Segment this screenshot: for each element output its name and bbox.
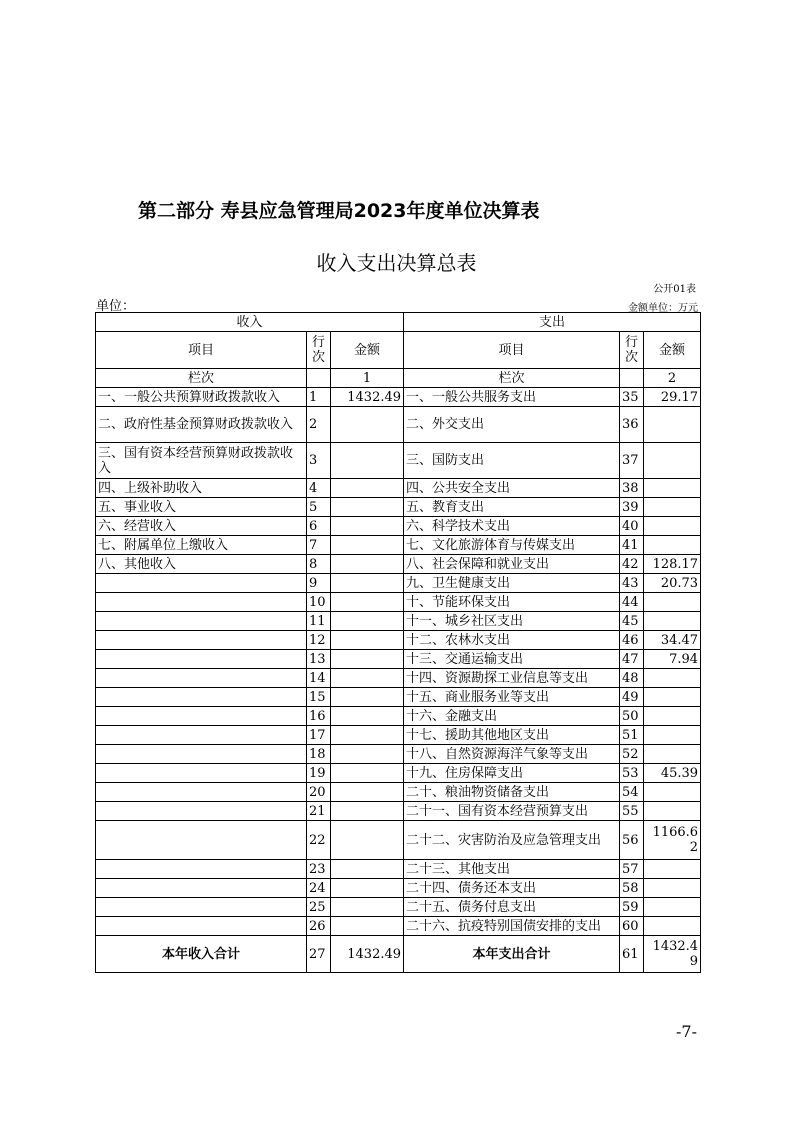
expense-amount-cell: [644, 898, 701, 917]
expense-total-rowno: 61: [620, 936, 644, 973]
table-row: [96, 498, 701, 517]
table-row: [96, 726, 701, 745]
income-rowno-header: 行次: [307, 332, 331, 369]
expense-column-order-label: 栏次: [404, 369, 620, 388]
page-number: -7-: [676, 1022, 697, 1041]
expense-amount-cell: 7.94: [644, 650, 701, 669]
expense-rowno-cell: 43: [620, 574, 644, 593]
expense-item-cell: 十九、住房保障支出: [404, 764, 620, 783]
expense-amount-cell: [644, 860, 701, 879]
income-item-cell: [96, 917, 307, 936]
expense-item-cell: 五、教育支出: [404, 498, 620, 517]
income-amount-cell: [331, 574, 404, 593]
income-rowno-cell: 26: [307, 917, 331, 936]
expense-amount-cell: [644, 498, 701, 517]
income-item-cell: 二、政府性基金预算财政拨款收入: [96, 407, 307, 443]
income-rowno-cell: 14: [307, 669, 331, 688]
table-row: [96, 479, 701, 498]
income-total-amount: 1432.49: [331, 936, 404, 973]
income-rowno-cell: 3: [307, 443, 331, 479]
income-rowno-cell: 12: [307, 631, 331, 650]
header-row-columns: [96, 332, 701, 369]
expense-item-cell: 八、社会保障和就业支出: [404, 555, 620, 574]
expense-rowno-cell: 45: [620, 612, 644, 631]
income-rowno-cell: 19: [307, 764, 331, 783]
expense-rowno-header: 行次: [620, 332, 644, 369]
table-row: [96, 783, 701, 802]
unit-label: 单位：: [96, 299, 136, 314]
expense-item-cell: 九、卫生健康支出: [404, 574, 620, 593]
expense-rowno-cell: 52: [620, 745, 644, 764]
income-amount-cell: [331, 802, 404, 821]
expense-rowno-cell: 51: [620, 726, 644, 745]
expense-item-cell: 十八、自然资源海洋气象等支出: [404, 745, 620, 764]
expense-rowno-cell: 41: [620, 536, 644, 555]
income-item-cell: 四、上级补助收入: [96, 479, 307, 498]
table-row: [96, 593, 701, 612]
income-column-order-blank: [307, 369, 331, 388]
income-rowno-cell: 21: [307, 802, 331, 821]
income-item-cell: [96, 574, 307, 593]
income-item-cell: [96, 650, 307, 669]
expense-item-cell: 三、国防支出: [404, 443, 620, 479]
expense-amount-cell: [644, 593, 701, 612]
expense-item-header: 项目: [404, 332, 620, 369]
expense-rowno-cell: 36: [620, 407, 644, 443]
income-rowno-cell: 24: [307, 879, 331, 898]
table-row: [96, 707, 701, 726]
table-row: [96, 574, 701, 593]
expense-item-cell: 十五、商业服务业等支出: [404, 688, 620, 707]
income-rowno-cell: 15: [307, 688, 331, 707]
income-section-header: 收入: [96, 313, 404, 332]
expense-rowno-cell: 48: [620, 669, 644, 688]
income-amount-header: 金额: [331, 332, 404, 369]
expense-total-label: 本年支出合计: [404, 936, 620, 973]
table-row: [96, 650, 701, 669]
income-rowno-cell: 16: [307, 707, 331, 726]
amount-unit: 金额单位：万元: [628, 303, 698, 314]
table-row: [96, 443, 701, 479]
income-amount-cell: [331, 443, 404, 479]
income-amount-cell: [331, 407, 404, 443]
expense-item-cell: 四、公共安全支出: [404, 479, 620, 498]
income-amount-cell: [331, 669, 404, 688]
expense-rowno-cell: 58: [620, 879, 644, 898]
expense-rowno-cell: 40: [620, 517, 644, 536]
expense-item-cell: 十六、金融支出: [404, 707, 620, 726]
expense-rowno-cell: 60: [620, 917, 644, 936]
income-item-cell: 五、事业收入: [96, 498, 307, 517]
table-row: [96, 669, 701, 688]
income-amount-cell: [331, 536, 404, 555]
expense-item-cell: 二十二、灾害防治及应急管理支出: [404, 821, 620, 860]
expense-rowno-cell: 42: [620, 555, 644, 574]
income-amount-cell: [331, 745, 404, 764]
expense-rowno-cell: 44: [620, 593, 644, 612]
income-item-cell: [96, 898, 307, 917]
expense-amount-cell: [644, 517, 701, 536]
income-amount-cell: 1432.49: [331, 388, 404, 407]
header-row-sections: [96, 313, 701, 332]
income-amount-cell: [331, 612, 404, 631]
income-item-cell: [96, 688, 307, 707]
income-item-cell: [96, 593, 307, 612]
expense-rowno-cell: 35: [620, 388, 644, 407]
income-item-cell: [96, 879, 307, 898]
income-amount-cell: [331, 650, 404, 669]
expense-column-order-blank: [620, 369, 644, 388]
income-amount-cell: [331, 631, 404, 650]
expense-item-cell: 十四、资源勘探工业信息等支出: [404, 669, 620, 688]
income-item-header: 项目: [96, 332, 307, 369]
expense-amount-cell: 128.17: [644, 555, 701, 574]
expense-rowno-cell: 39: [620, 498, 644, 517]
income-rowno-cell: 7: [307, 536, 331, 555]
income-rowno-cell: 9: [307, 574, 331, 593]
income-amount-cell: [331, 726, 404, 745]
expense-item-cell: 二、外交支出: [404, 407, 620, 443]
table-row: [96, 860, 701, 879]
expense-item-cell: 二十三、其他支出: [404, 860, 620, 879]
table-row: [96, 879, 701, 898]
expense-rowno-cell: 49: [620, 688, 644, 707]
income-item-cell: [96, 745, 307, 764]
table-row: [96, 407, 701, 443]
income-rowno-cell: 23: [307, 860, 331, 879]
income-rowno-cell: 13: [307, 650, 331, 669]
income-rowno-cell: 8: [307, 555, 331, 574]
expense-rowno-cell: 57: [620, 860, 644, 879]
expense-amount-cell: 29.17: [644, 388, 701, 407]
income-item-cell: 七、附属单位上缴收入: [96, 536, 307, 555]
expense-item-cell: 十七、援助其他地区支出: [404, 726, 620, 745]
income-amount-cell: [331, 707, 404, 726]
total-row: [96, 936, 701, 973]
income-item-cell: [96, 802, 307, 821]
income-amount-cell: [331, 517, 404, 536]
income-amount-cell: [331, 821, 404, 860]
expense-column-order-number: 2: [644, 369, 701, 388]
table-row: [96, 917, 701, 936]
expense-item-cell: 二十五、债务付息支出: [404, 898, 620, 917]
table-row: [96, 745, 701, 764]
expense-amount-cell: [644, 802, 701, 821]
table-title: 收入支出决算总表: [316, 251, 477, 275]
expense-item-cell: 六、科学技术支出: [404, 517, 620, 536]
expense-amount-cell: [644, 536, 701, 555]
form-number: 公开01表: [653, 284, 696, 295]
income-item-cell: [96, 707, 307, 726]
expense-amount-cell: [644, 612, 701, 631]
income-item-cell: [96, 631, 307, 650]
expense-item-cell: 二十、粮油物资储备支出: [404, 783, 620, 802]
income-rowno-cell: 25: [307, 898, 331, 917]
income-item-cell: [96, 821, 307, 860]
income-rowno-cell: 10: [307, 593, 331, 612]
expense-amount-cell: [644, 879, 701, 898]
income-amount-cell: [331, 860, 404, 879]
expense-item-cell: 一、一般公共服务支出: [404, 388, 620, 407]
income-rowno-cell: 20: [307, 783, 331, 802]
table-row: [96, 898, 701, 917]
table-row: [96, 517, 701, 536]
income-rowno-cell: 6: [307, 517, 331, 536]
expense-rowno-cell: 38: [620, 479, 644, 498]
table-row: [96, 764, 701, 783]
income-rowno-cell: 22: [307, 821, 331, 860]
income-column-order-label: 栏次: [96, 369, 307, 388]
expense-rowno-cell: 53: [620, 764, 644, 783]
table-row: [96, 536, 701, 555]
income-rowno-cell: 17: [307, 726, 331, 745]
expense-rowno-cell: 59: [620, 898, 644, 917]
table-row: [96, 631, 701, 650]
table-row: [96, 388, 701, 407]
income-rowno-cell: 1: [307, 388, 331, 407]
income-rowno-cell: 11: [307, 612, 331, 631]
expense-rowno-cell: 56: [620, 821, 644, 860]
expense-amount-cell: [644, 407, 701, 443]
expense-rowno-cell: 37: [620, 443, 644, 479]
income-amount-cell: [331, 917, 404, 936]
table-row: [96, 612, 701, 631]
expense-section-header: 支出: [404, 313, 701, 332]
expense-rowno-cell: 55: [620, 802, 644, 821]
income-rowno-cell: 4: [307, 479, 331, 498]
income-rowno-cell: 18: [307, 745, 331, 764]
income-item-cell: [96, 726, 307, 745]
income-amount-cell: [331, 783, 404, 802]
expense-item-cell: 十二、农林水支出: [404, 631, 620, 650]
expense-amount-cell: [644, 745, 701, 764]
income-total-label: 本年收入合计: [96, 936, 307, 973]
income-item-cell: [96, 612, 307, 631]
expense-item-cell: 二十六、抗疫特别国债安排的支出: [404, 917, 620, 936]
expense-item-cell: 十一、城乡社区支出: [404, 612, 620, 631]
income-item-cell: 八、其他收入: [96, 555, 307, 574]
expense-amount-cell: [644, 707, 701, 726]
income-item-cell: [96, 860, 307, 879]
expense-item-cell: 十三、交通运输支出: [404, 650, 620, 669]
expense-amount-cell: [644, 917, 701, 936]
income-item-cell: 一、一般公共预算财政拨款收入: [96, 388, 307, 407]
expense-rowno-cell: 50: [620, 707, 644, 726]
expense-total-amount: 1432.49: [644, 936, 701, 973]
income-amount-cell: [331, 688, 404, 707]
table-row: [96, 688, 701, 707]
expense-amount-cell: [644, 479, 701, 498]
income-item-cell: [96, 783, 307, 802]
column-order-row: [96, 369, 701, 388]
income-item-cell: 六、经营收入: [96, 517, 307, 536]
expense-rowno-cell: 54: [620, 783, 644, 802]
expense-amount-cell: 1166.62: [644, 821, 701, 860]
expense-amount-cell: [644, 443, 701, 479]
part-title: 第二部分 寿县应急管理局2023年度单位决算表: [138, 200, 540, 222]
income-amount-cell: [331, 555, 404, 574]
expense-amount-cell: 34.47: [644, 631, 701, 650]
table-row: [96, 555, 701, 574]
table-row: [96, 802, 701, 821]
expense-amount-cell: [644, 783, 701, 802]
income-amount-cell: [331, 764, 404, 783]
income-column-order-number: 1: [331, 369, 404, 388]
income-amount-cell: [331, 498, 404, 517]
expense-item-cell: 七、文化旅游体育与传媒支出: [404, 536, 620, 555]
income-total-rowno: 27: [307, 936, 331, 973]
income-amount-cell: [331, 593, 404, 612]
expense-item-cell: 二十四、债务还本支出: [404, 879, 620, 898]
expense-rowno-cell: 47: [620, 650, 644, 669]
income-rowno-cell: 2: [307, 407, 331, 443]
income-amount-cell: [331, 898, 404, 917]
expense-amount-cell: [644, 726, 701, 745]
income-item-cell: [96, 764, 307, 783]
income-item-cell: [96, 669, 307, 688]
income-rowno-cell: 5: [307, 498, 331, 517]
income-amount-cell: [331, 879, 404, 898]
expense-amount-cell: [644, 688, 701, 707]
expense-amount-cell: 45.39: [644, 764, 701, 783]
income-amount-cell: [331, 479, 404, 498]
expense-amount-header: 金额: [644, 332, 701, 369]
expense-amount-cell: 20.73: [644, 574, 701, 593]
expense-item-cell: 二十一、国有资本经营预算支出: [404, 802, 620, 821]
expense-amount-cell: [644, 669, 701, 688]
expense-item-cell: 十、节能环保支出: [404, 593, 620, 612]
income-expense-table: [95, 312, 701, 973]
income-item-cell: 三、国有资本经营预算财政拨款收入: [96, 443, 307, 479]
table-row: [96, 821, 701, 860]
expense-rowno-cell: 46: [620, 631, 644, 650]
